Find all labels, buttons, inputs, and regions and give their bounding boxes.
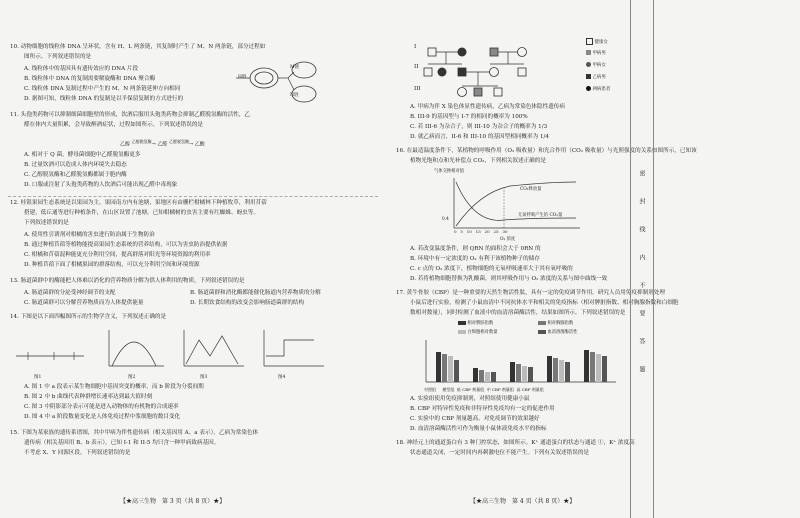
bar: [547, 356, 552, 382]
xtick: 10: [466, 229, 472, 234]
legend-swatch: [538, 330, 546, 334]
q15-option-c: C. 若 III-6 为杂合子，则 III-10 为杂合子的概率为 1/3: [410, 124, 548, 130]
gen-1-label: I: [414, 44, 417, 50]
q16-ylabel: 气体交换相对值: [434, 169, 465, 174]
fold-line: [8, 196, 378, 197]
q13-option-c: C. 肠道菌群可以分解营养物质而为人体提供能量: [24, 300, 144, 306]
q17-stem: 17. 黄牛骨胶（CBP）是一种重要的天然生物活性肽，具有一定的免疫调节作用。研究人员用免疫抑制剂处理: [396, 290, 665, 296]
q13-stem: 13. 肠道菌群中的酶能把人体难以消化的营养物质分解为供人体利用的物质，下列叙述错误的是: [10, 278, 245, 284]
q15-option-a: A. 甲病为伴 X 染色体显性遗传病，乙病为常染色体隐性遗传病: [410, 104, 565, 110]
bar: [565, 362, 570, 382]
q15-stem: 15. 下图为某家族的遗传系谱图，其中甲病为伴性遗传病（相关基因用 A、a 表示），乙病为常染色体: [10, 430, 259, 436]
pathway-enzyme2: 乙醛脱氢酶: [169, 139, 189, 144]
q16-option-a: A. 若改变温度条件，则 QRN 的面积会大于 0RN 的: [410, 246, 541, 252]
q11-pathway: 乙醇 $^{乙醇脱氢酶}$→ 乙醛 $^{乙醛脱氢酶}$→ 乙酸: [120, 139, 205, 148]
q15-stem-cont: 遗传病（相关基因用 B、b 表示），已知 I-1 和 II-5 均只含一种甲病致病基因。: [24, 440, 220, 446]
legend-swatch: [586, 86, 591, 91]
bar: [522, 366, 527, 382]
legend-thymus: 相对胸腺指数: [547, 321, 574, 326]
bar: [473, 368, 478, 382]
q17-stem-cont: 小鼠后进行实验，检测了小鼠血清中不同抗体水平和相关的免疫指标（相对脾脏指数、相对胸腺指数和白细胞: [410, 300, 679, 306]
gen-3-label: III: [414, 86, 421, 92]
fig3-caption: 图3: [200, 375, 208, 380]
q11-stem: 11. 头孢类药物可以抑制细菌细胞壁的形成，饮酒后服用头孢类药物会抑制乙醛脱氢酶的活性，乙: [10, 112, 251, 118]
q17-bar-chart: [420, 338, 620, 386]
bar: [516, 364, 521, 382]
q18-stem-cont: 状态通道关闭，一定时间内再刺激电位不能产生。下列有关叙述错误的是: [410, 450, 590, 456]
q16-xlabel: O₂ 浓度: [500, 237, 516, 242]
gutter-char: 密: [638, 170, 645, 176]
gutter-char: 封: [638, 198, 645, 204]
q13-option-d: D. 长期饮食结构的改变会影响肠道菌群的结构: [190, 300, 305, 306]
q17-option-d: D. 血清溶菌酶活性可作为衡量小鼠体液免疫水平的指标: [410, 426, 547, 432]
legend-a-female: 甲病女: [592, 63, 606, 68]
q16-series-co2: CO₂释放量: [520, 187, 542, 192]
q12-option-d: D. 种植苜蓿下面了柑橘果园的群落结构，可以充分利用空间和环境资源: [24, 262, 200, 268]
gutter-char: 线: [638, 226, 645, 232]
q17-group-labels: [424, 386, 544, 393]
bar: [510, 362, 515, 382]
q16-chart: [440, 172, 590, 236]
q10-stem: 10. 动物细胞的线粒体 DNA 呈环状，含有 H、L 两条链，其复制时产生了 M、N 两条链，部分过程如: [10, 44, 266, 50]
fig4-caption: 图4: [278, 375, 286, 380]
bar: [485, 372, 490, 382]
q17-option-b: B. CBP 对特异性免疫和非特异性免疫均有一定的促进作用: [410, 406, 555, 412]
gutter-char: 要: [638, 310, 645, 316]
bar: [479, 370, 484, 382]
q15-option-d: D. 就乙病而言，II-6 和 III-10 的基因型相同概率为 1/4: [410, 134, 549, 140]
xtick: 30: [502, 229, 508, 234]
q16-xticks: [454, 228, 508, 235]
bar: [602, 356, 607, 382]
q12-option-b: B. 通过种植苜蓿等植物能提高果园生态系统的营养结构，可以为害虫防治提供依据: [24, 242, 228, 248]
legend-both: 两病患者: [592, 87, 611, 92]
binding-gutter: [630, 0, 654, 518]
q12-option-c: C. 柑橘和苜蓿混种能更充分利用空间，提高群落对阳光等环境资源的利用率: [24, 252, 211, 258]
fig2-caption: 图2: [128, 375, 136, 380]
legend-swatch: [586, 50, 591, 55]
legend-swatch: [586, 38, 593, 45]
gutter-char: 不: [638, 282, 645, 288]
q10-option-a: A. 线粒体中的基因具有遗传效应的 DNA 片段: [24, 66, 139, 72]
group-control: 对照组: [424, 387, 436, 392]
pedigree-chart: [418, 30, 548, 110]
bar: [584, 350, 589, 382]
legend-swatch: [586, 62, 591, 67]
xtick: 5: [460, 229, 463, 234]
bar: [442, 354, 447, 382]
n-chain-label: N链: [290, 93, 299, 98]
pathway-enzyme1: 乙醇脱氢酶: [131, 139, 152, 144]
legend-swatch: [458, 330, 466, 334]
bar: [553, 358, 558, 382]
bar: [528, 367, 533, 382]
page-3-footer: 【★高三生物 第 3 页（共 8 页）★】: [120, 498, 226, 505]
q14-figures: [14, 326, 384, 376]
q11-option-a: A. 相对于 Q 菌，酵母菌细胞中乙醛脱氢酶更多: [24, 152, 141, 158]
xtick: 15: [475, 229, 481, 234]
q12-option-a: A. 使用性引诱剂对柑橘的害虫进行防治属于生物防治: [24, 232, 155, 238]
bar: [448, 356, 453, 382]
q16-series-anaerobic: 无氧呼吸产生的 CO₂量: [518, 213, 563, 218]
q16-ytick: 0.4: [442, 217, 449, 222]
pathway-ethanol: 乙醇: [120, 141, 131, 148]
q12-stem: 12. 桂银果园生态系统是以果园为主，果园南方内有池塘，果地区有由栅栏柑橘林下种植牧草，利用苜蓿: [10, 200, 267, 206]
h-chain-label: H链: [238, 75, 247, 80]
q11-option-b: B. 过量饮酒可以造成人体内环境失去稳态: [24, 162, 127, 168]
q18-stem: 18. 神经元上的通道蛋白有 3 种门控状态，如图所示。K⁺ 通道蛋白的状态与通道 ①，K⁺ 浓度高: [396, 440, 635, 446]
q16-stem-cont: 植物光饱和点和光补偿点 CO₂，下列相关叙述正确的是: [410, 158, 546, 164]
pathway-acetaldehyde: 乙醛: [157, 141, 168, 148]
q11-option-c: C. 乙醇脱氢酶和乙醛脱氢酶都属于胞内酶: [24, 172, 127, 178]
gutter-char: 答: [638, 338, 645, 344]
legend-swatch: [538, 321, 546, 325]
q14-option-b: B. 图 2 中 b 曲线代表种群增长速率达到最大值时刻: [24, 394, 153, 400]
q14-option-a: A. 图 1 中 a 段表示某生物细胞中基因突变的概率，而 b 阶段为分裂间期: [24, 384, 204, 390]
legend-swatch: [586, 74, 591, 79]
q12-stem-cont: 搭建，低丘通等进行种植条件，在山区设置了池塘，已知柑橘树的虫害主要有红蜘蛛、蚜虫等。: [24, 210, 259, 216]
q10-option-d: D. 据图可知，线粒体 DNA 的复制是以半保留复制的方式进行的: [24, 96, 184, 102]
legend-a-male: 甲病男: [592, 51, 606, 56]
group-low: 低 CBP 剂量组: [456, 387, 485, 392]
legend-lysozyme: 血清溶菌酶活性: [547, 330, 578, 335]
q10-option-b: B. 线粒体中 DNA 的复制需要解旋酶和 DNA 聚合酶: [24, 76, 156, 82]
bar: [436, 352, 441, 382]
legend-wbc: 白细胞相对数量: [467, 330, 498, 335]
q15-option-b: B. III-9 的基因型与 I-7 的相同的概率为 100%: [410, 114, 528, 120]
legend-b-male: 乙病男: [592, 75, 606, 80]
legend-healthy-female: 健康女: [594, 40, 608, 45]
bar: [491, 372, 496, 382]
group-model: 模型组: [442, 387, 455, 392]
bar: [454, 360, 459, 382]
q17-stem-end: 数相对数量），同时检测了血液中的血清溶菌酶活性，结果如图所示。下列叙述错误的是: [410, 310, 626, 316]
group-high: 高 CBP 剂量组: [516, 387, 544, 392]
bar: [559, 360, 564, 382]
bar: [596, 354, 601, 382]
gutter-char: 题: [638, 366, 645, 372]
q17-option-a: A. 实验组使用免疫抑制剂，对照组使用健康小鼠: [410, 396, 530, 402]
page-4-footer: 【★高三生物 第 4 页（共 8 页）★】: [470, 498, 576, 505]
group-mid: 中 CBP 剂量组: [486, 387, 514, 392]
fig1-caption: 图1: [34, 375, 42, 380]
q17-option-c: C. 实验中的 CBP 剂量越高，对免疫调节的效果越好: [410, 416, 540, 422]
right-page: [390, 0, 800, 518]
xtick: 0: [454, 229, 457, 234]
q11-stem-cont: 醛在体内大量积累，会导致醉酒症状，过程如图所示。下列叙述错误的是: [24, 122, 204, 128]
left-page: [0, 0, 390, 518]
q15-stem-end: 不考虑 X、Y 同源区段，下列叙述错误的是: [24, 450, 131, 456]
pathway-acetic-acid: 乙酸: [194, 141, 205, 148]
q16-option-d: D. 若将植物细胞替换为乳酸菌，则其呼吸作用与 O₂ 浓度的关系与图中曲线一致: [410, 276, 608, 282]
q16-stem: 16. 在最适温度条件下，某植物的呼吸作用（O₂ 吸收量）和光合作用（CO₂ 吸收量）与光照强度的关系如图所示，已知该: [396, 148, 697, 154]
q16-option-b: B. 环境中有一定浓度的 O₂ 有利于该植物种子的储存: [410, 256, 540, 262]
legend-spleen: 相对脾脏指数: [467, 321, 494, 326]
q16-option-c: C. c 点的 O₂ 浓度下，植物细胞的无氧呼吸速率大于其有氧呼吸的: [410, 266, 573, 272]
q10-stem-cont: 图所示。下列叙述错误的是: [24, 54, 92, 60]
m-chain-label: M链: [290, 65, 300, 70]
q10-option-c: C. 线粒体 DNA 复制过程中产生的 M、N 两条链延伸方向相同: [24, 86, 181, 92]
q14-stem: 14. 下图是以下面四幅图所示的生物学含义，下列叙述正确的是: [10, 314, 167, 320]
xtick: 20: [484, 229, 490, 234]
q14-option-c: C. 图 3 中阴影部分表示可能是进入动物体的有机物的合成速率: [24, 404, 179, 410]
gutter-char: 内: [638, 254, 645, 260]
q12-stem-end: 下列叙述错误的是: [24, 220, 69, 226]
gen-2-label: II: [414, 64, 419, 70]
xtick: 25: [493, 229, 499, 234]
q14-option-d: D. 图 4 中 a 阶段数量变化是人体免疫过程中浆细胞的数目变化: [24, 414, 181, 420]
q13-option-b: B. 肠道菌群和消化酶都能催化肠道内营养物质的分解: [190, 290, 321, 296]
q13-option-a: A. 肠道菌群的分泌受神经调节的支配: [24, 290, 116, 296]
q11-option-d: D. 口服或注射了头孢类药物的人饮酒后可能出现乙醛中毒现象: [24, 182, 178, 188]
bar: [590, 352, 595, 382]
legend-swatch: [458, 321, 466, 325]
